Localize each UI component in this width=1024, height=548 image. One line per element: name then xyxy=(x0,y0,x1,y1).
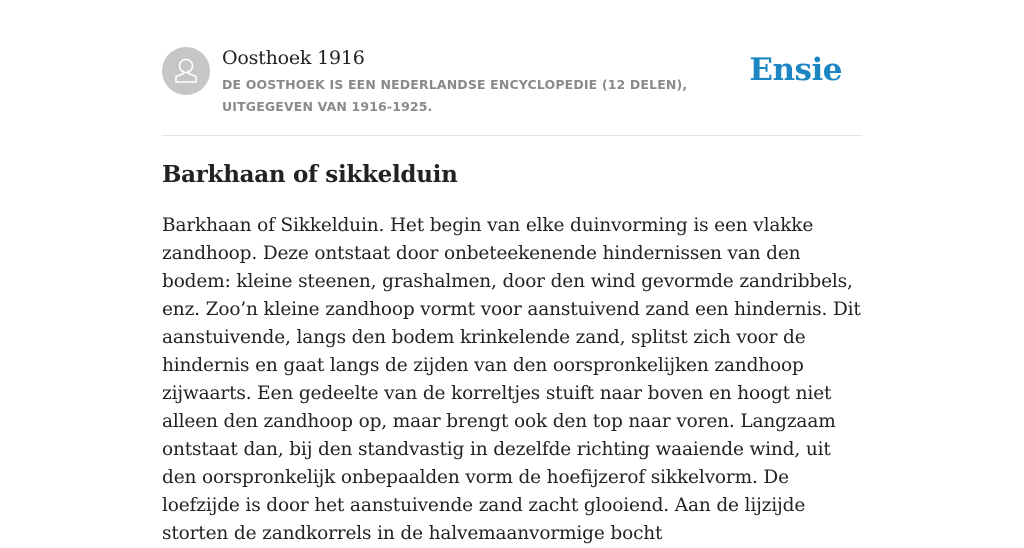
user-placeholder-icon xyxy=(162,47,210,95)
article-title: Barkhaan of sikkelduin xyxy=(162,161,458,188)
source-header xyxy=(162,46,862,136)
avatar[interactable] xyxy=(162,47,210,95)
article-body: Barkhaan of Sikkelduin. Het begin van elke duinvorming is een vlakke zandhoop. Deze ontstaat door onbeteekenende hindernissen van den bodem: kleine steenen, grashalmen, door den wind gevormde zandribbels, enz. Zoo’n kleine zandhoop vormt voor aanstuivend zand een hindernis. Dit aanstuivende, langs den bodem krinkelende zand, splitst zich voor de hindernis en gaat langs de zijden van den oorspronkelijken zandhoop zijwaarts. Een gedeelte van de korreltjes stuift naar boven en hoogt niet alleen den zandhoop op, maar brengt ook den top naar voren. Langzaam ontstaat dan, bij den standvastig in dezelfde richting waaiende wind, uit den oorspronkelijk onbepaalden vorm de hoefijzerof sikkelvorm. De loefzijde is door het aanstuivende zand zacht glooiend. Aan de lijzijde storten de zandkorrels in de halvemaanvormige bocht xyxy=(162,215,861,544)
source-title[interactable]: Oosthoek 1916 xyxy=(222,47,365,69)
ensie-logo[interactable]: Ensie xyxy=(749,52,842,88)
source-info xyxy=(222,46,762,118)
header-divider xyxy=(162,135,862,136)
source-description: DE OOSTHOEK IS EEN NEDERLANDSE ENCYCLOPEDIE (12 DELEN), UITGEGEVEN VAN 1916-1925. xyxy=(222,77,688,114)
